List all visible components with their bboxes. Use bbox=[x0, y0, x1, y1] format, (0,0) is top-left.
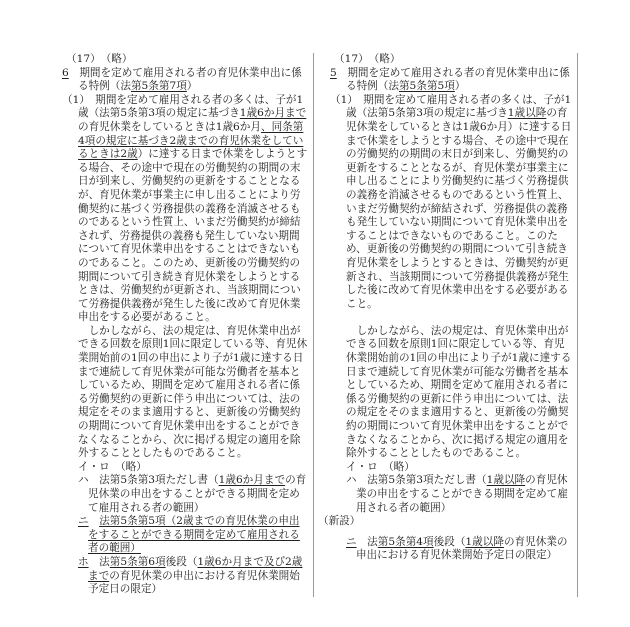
amended-text: ニ bbox=[78, 515, 89, 528]
amended-text: 、同条第4項の規定に基づき2歳までの育児休業をしているときは2歳 bbox=[78, 120, 304, 161]
paragraph-2 bbox=[62, 325, 309, 461]
text-segment: の育児休業をしているときは1歳6か月）に達する日まで休業をしようとする場合、その途中で現在の労働契約の期間の末日が到来し、労働契約の更新をすることとなるが、育児休業が事業主に申し出ることにより労働契約に基づく労務提供の義務を消滅させるものであるという性質上、いまだ労働契約が締結されず、労務提供の義務も発生していない期間について育児休業申出をすることはできないものであること。このため、更新後の労働契約の期間について引き続き育児休業をしようとするときは、労働契約が更新され、当該期間について労務提供義務が発生した後に改めて育児休業申出をする必要があること。 bbox=[346, 107, 572, 310]
amended-text: 5 bbox=[330, 66, 337, 79]
text-segment: 期間を定めて雇用される者の育児休業申出に係る特例（法 bbox=[68, 66, 302, 93]
paragraph-2 bbox=[330, 325, 573, 461]
text-segment: ）に達する日まで休業をしようとする場合、その途中で現在の労働契約の期間の末日が到来し、労働契約の更新をすることとなるが、育児休業が事業主に申し出ることにより労働契約に基づく労務提供の義務を消滅させるものであるという性質上、いまだ労働契約が締結されず、労務提供の義務も発生していない期間について育児休業申出をすることはできないものであること。このため、更新後の労働契約の期間について引き続き育児休業をしようとするときは、労働契約が更新され、当該期間について労務提供義務が発生した後に改めて育児休業申出をする必要があること。 bbox=[78, 148, 308, 324]
text-segment: ハ 法第5条第3項ただし書（ bbox=[78, 474, 219, 487]
amended-text: 1歳6か月まで bbox=[218, 474, 286, 487]
amended-text: 1歳6か月まで bbox=[239, 107, 307, 120]
amended-text: 1歳以降 bbox=[507, 107, 547, 120]
text-segment: の育児休業の申出をすることができる期間を定めて雇用される者の範囲） bbox=[356, 474, 568, 514]
text-segment: 法 bbox=[88, 555, 110, 568]
text-segment: の育児休業をしているときは1歳6か月 bbox=[78, 120, 261, 133]
amended-text: 第5条第4項 bbox=[377, 535, 434, 548]
amended-text: 法第5条第5項（2歳までの育児休業の申出をすることができる期間を定めて雇用される者の範囲） bbox=[88, 515, 300, 555]
item-ni bbox=[346, 536, 573, 563]
amended-text: 1歳以降 bbox=[465, 535, 504, 548]
text-segment: ハ 法第5条第3項ただし書（ bbox=[346, 474, 487, 487]
text-segment bbox=[89, 515, 100, 527]
amended-text: 第5条第5項 bbox=[398, 80, 455, 93]
item-ha bbox=[78, 474, 309, 515]
right-column bbox=[318, 53, 578, 597]
text-segment: しかしながら、法の規定は、育児休業申出ができる回数を原則1回に限定している等、育児休業開始前の1回の申出により子が1歳に達する日まで連続して育児休業が可能な労働者を基本としているため、期間を定めて雇用される者に係る労働契約の更新に伴う申出については、法の規定をそのまま適用すると、更新後の労働契約の期間について育児休業申出をすることができなくなることから、次に掲げる規定の適用を除外することとしたものであること。 bbox=[78, 324, 308, 460]
left-column bbox=[62, 53, 314, 597]
paragraph-1 bbox=[62, 94, 309, 325]
item-ni bbox=[78, 515, 309, 556]
amended-text: 第5条第6項 bbox=[109, 555, 166, 568]
item-ha bbox=[346, 474, 573, 515]
text-segment: 後段（ bbox=[165, 555, 198, 568]
amended-text: ホ bbox=[78, 555, 89, 568]
note-17: （17） （略） bbox=[334, 53, 401, 65]
section-title bbox=[62, 67, 309, 94]
new-provision-note: （新設） bbox=[318, 515, 361, 528]
text-segment: 後段（ bbox=[433, 535, 466, 548]
amended-text: 1歳6か月まで及び2歳まで bbox=[88, 555, 303, 582]
text-segment: ） bbox=[454, 80, 466, 93]
text-segment: しかしながら、法の規定は、育児休業申出ができる回数を原則1回に限定している等、育児休業開始前の1回の申出により子が1歳に達する日まで連続して育児休業が可能な労働者を基本としているため、期間を定めて雇用される者に係る労働契約の更新に伴う申出については、法の規定をそのまま適用すると、更新後の労働契約の期間について育児休業申出をすることができなくなることから、次に掲げる規定の適用を除外することとしたものであること。 bbox=[346, 324, 572, 460]
amended-text: ニ bbox=[346, 535, 357, 548]
text-segment: の育児休業の申出における育児休業開始予定日の限定） bbox=[88, 569, 300, 596]
item-i-ro: イ・ロ （略） bbox=[346, 460, 415, 473]
item-ho bbox=[78, 556, 309, 597]
text-segment: （1） 期間を定めて雇用される者の多くは、子が1歳（法第5条第3項の規定に基づき bbox=[62, 93, 304, 120]
text-segment: 法 bbox=[356, 535, 378, 548]
item-i-ro: イ・ロ （略） bbox=[78, 460, 147, 473]
amended-text: 6 bbox=[62, 66, 69, 79]
text-segment: の育児休業の申出をすることができる期間を定めて雇用される者の範囲） bbox=[88, 474, 307, 514]
text-segment: の育児休業の申出における育児休業開始予定日の限定） bbox=[356, 535, 568, 562]
paragraph-1 bbox=[330, 94, 573, 312]
text-segment: （1） 期間を定めて雇用される者の多くは、子が1歳（法第5条第3項の規定に基づき bbox=[330, 93, 572, 120]
amended-text: 1歳以降 bbox=[486, 474, 526, 487]
text-segment: 期間を定めて雇用される者の育児休業申出に係る特例（法 bbox=[336, 66, 570, 93]
text-segment: ） bbox=[186, 80, 198, 93]
note-17: （17） （略） bbox=[66, 53, 133, 65]
amended-text: 第5条第7項 bbox=[130, 80, 187, 93]
section-title bbox=[330, 67, 573, 94]
